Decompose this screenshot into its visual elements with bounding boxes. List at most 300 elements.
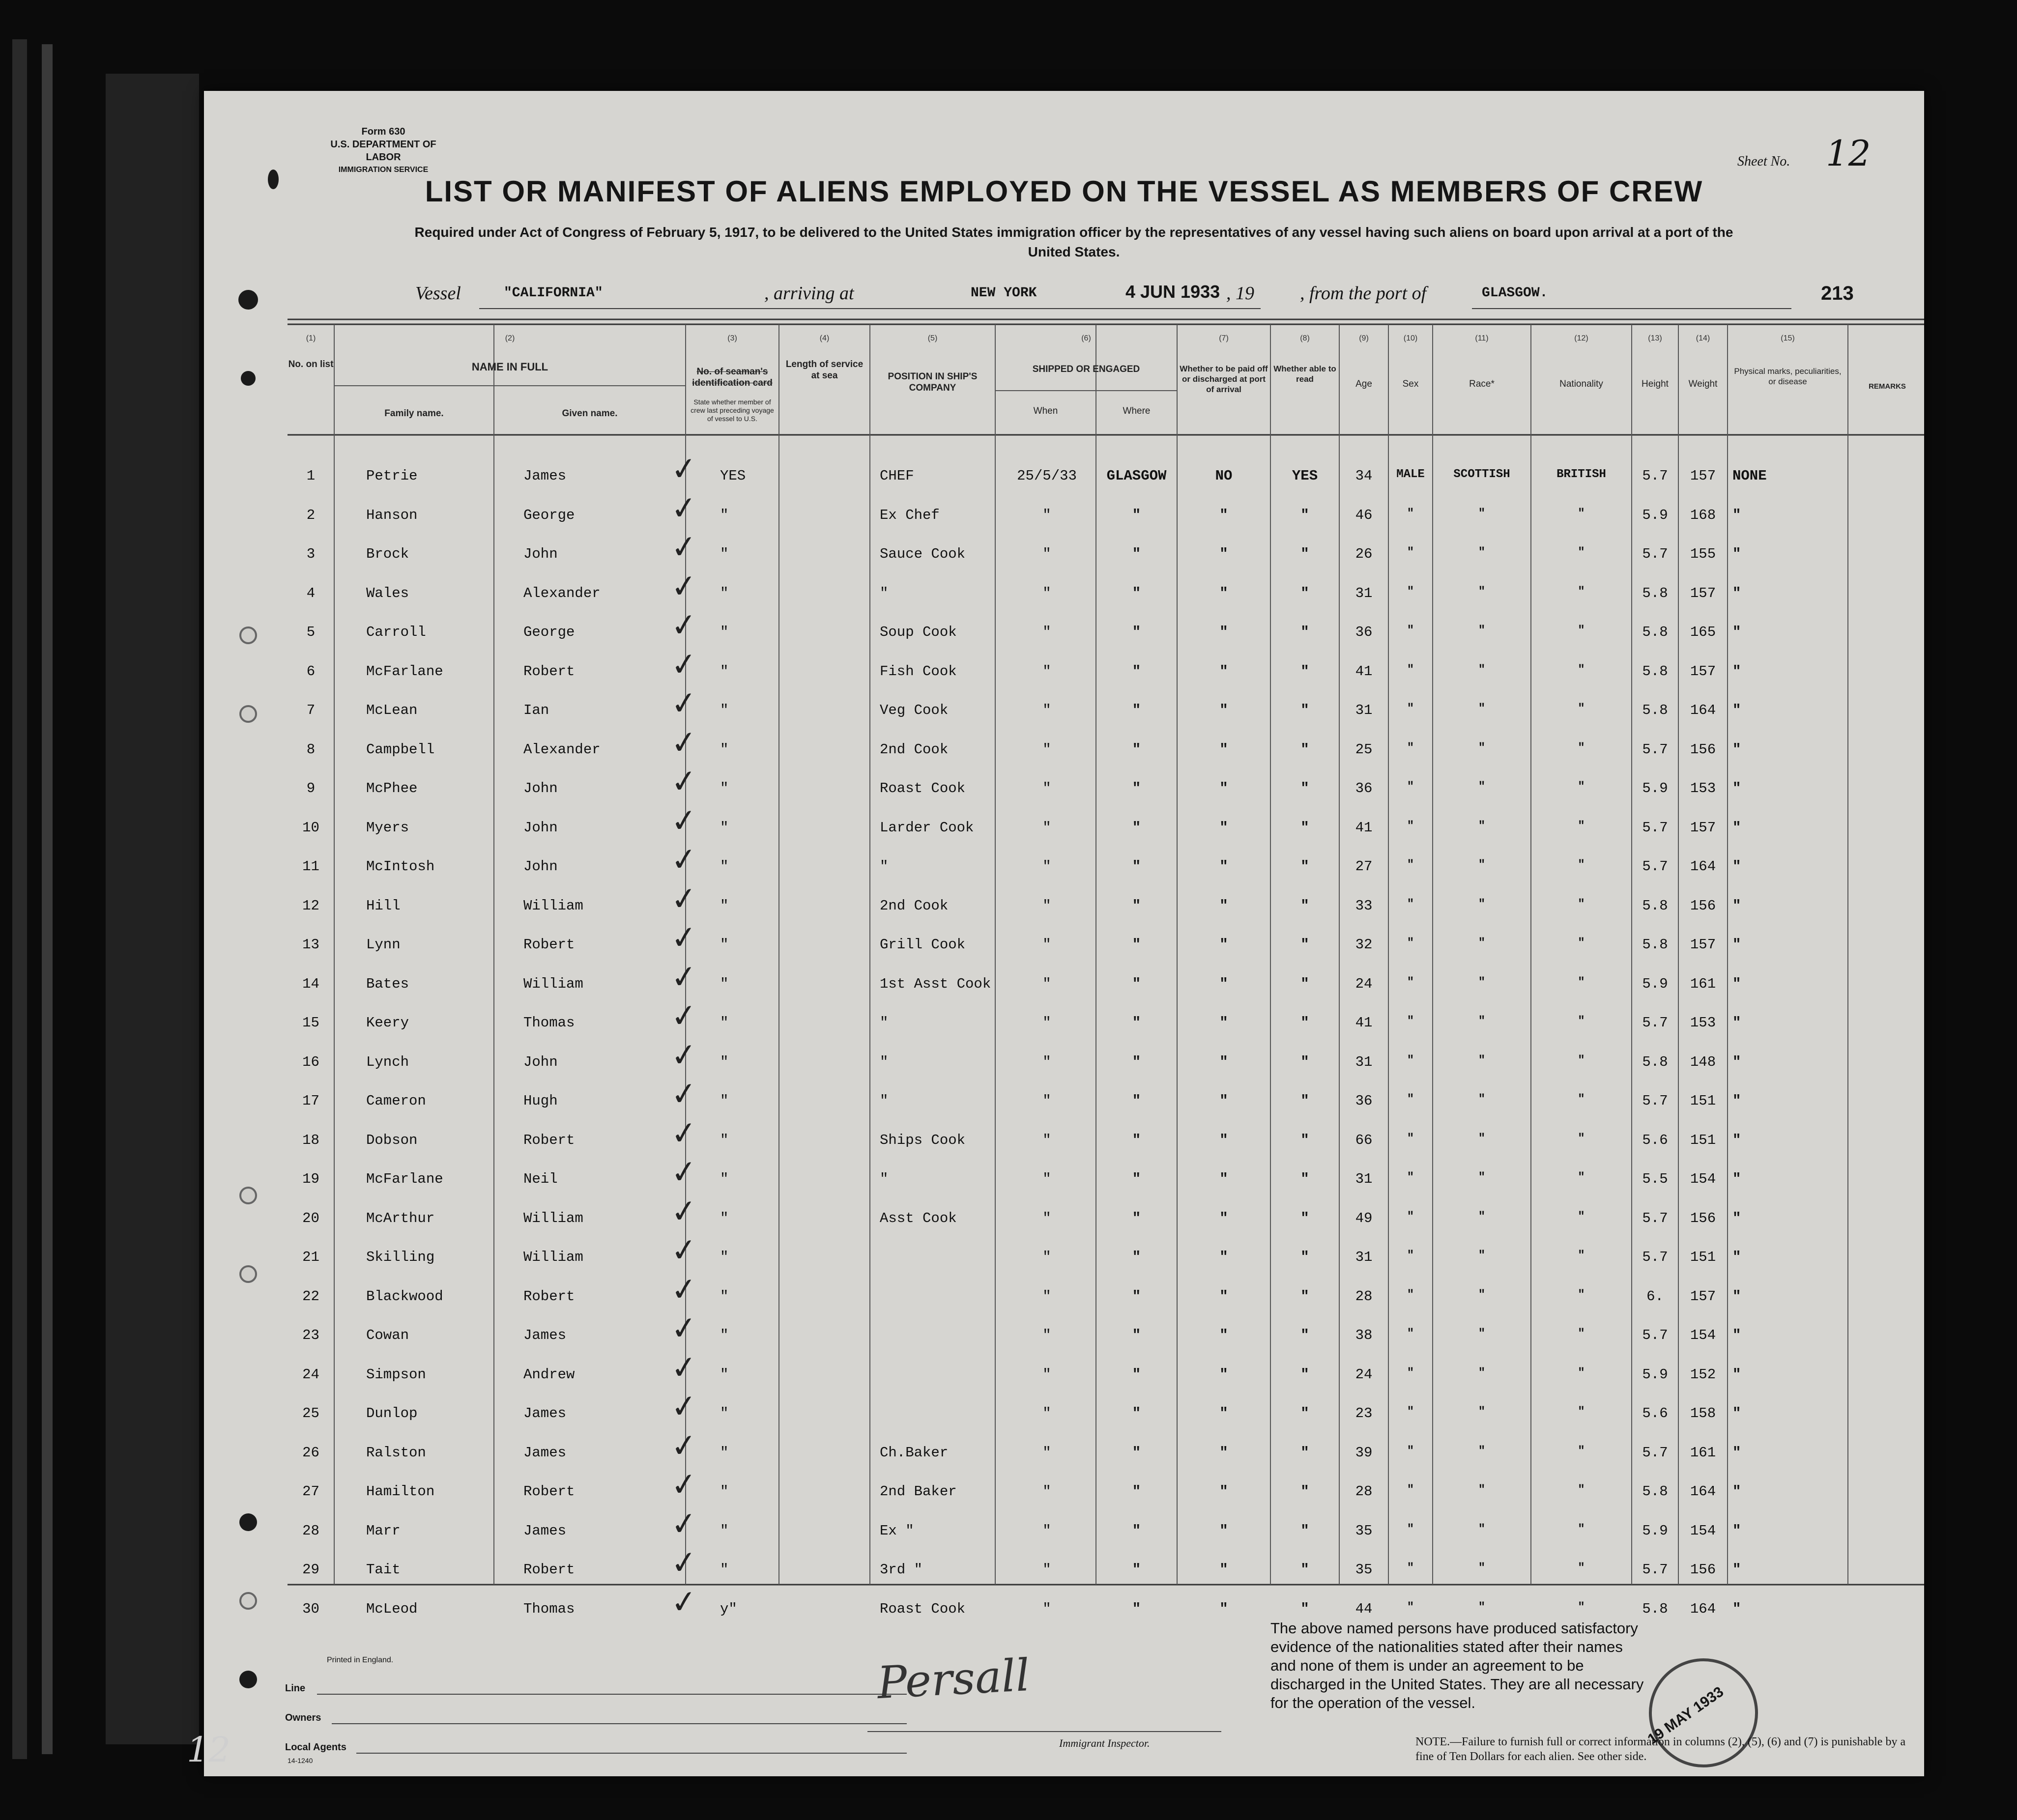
cell-shipped-where: "	[1132, 1483, 1141, 1500]
cell-id-card: "	[720, 1249, 729, 1265]
cell-race: "	[1478, 663, 1486, 677]
nationality-attestation-note: The above named persons have produced satisfactory evidence of the nationalities stated after their names and none of them is under an agreement to be discharged in the United States. They are all necessary for the operation of the vessel.	[1270, 1620, 1644, 1711]
cell-height: 6.	[1646, 1288, 1664, 1305]
cell-physical-marks: "	[1732, 780, 1741, 796]
cell-able-to-read: "	[1300, 1054, 1309, 1070]
cell-nationality: "	[1578, 1562, 1585, 1575]
cell-nationality: "	[1578, 1483, 1585, 1497]
cell-family-name: Myers	[366, 820, 409, 836]
column-number: (4)	[819, 334, 830, 342]
column-number: (6)	[1081, 334, 1091, 342]
cell-family-name: Skilling	[366, 1249, 435, 1265]
cell-given-name: George	[523, 507, 575, 523]
checkmark-icon: ✓	[669, 1309, 699, 1348]
cell-shipped-where: "	[1132, 741, 1141, 758]
checkmark-icon: ✓	[669, 489, 699, 528]
cell-family-name: Dunlop	[366, 1405, 418, 1422]
cell-nationality: "	[1578, 858, 1585, 872]
cell-physical-marks: "	[1732, 507, 1741, 523]
cell-nationality: BRITISH	[1556, 468, 1606, 481]
cell-race: "	[1478, 1210, 1486, 1223]
cell-height: 5.6	[1642, 1132, 1668, 1148]
cell-paid-off: "	[1219, 976, 1228, 992]
cell-given-name: James	[523, 1523, 567, 1539]
cell-physical-marks: "	[1732, 624, 1741, 640]
cell-nationality: "	[1578, 1288, 1585, 1302]
inspector-label: Immigrant Inspector.	[1059, 1737, 1150, 1749]
cell-nationality: "	[1578, 937, 1585, 950]
cell-position: Ex "	[880, 1523, 914, 1539]
cell-height: 5.9	[1642, 780, 1668, 796]
cell-weight: 164	[1690, 1483, 1716, 1500]
cell-paid-off: "	[1219, 780, 1228, 796]
cell-shipped-where: "	[1132, 1366, 1141, 1383]
cell-shipped-when: "	[1042, 741, 1051, 758]
cell-able-to-read: "	[1300, 937, 1309, 953]
cell-race: "	[1478, 937, 1486, 950]
inspector-signature: Persall	[876, 1649, 1031, 1709]
arriving-port: NEW YORK	[971, 285, 1037, 301]
cell-age: 33	[1355, 898, 1373, 914]
cell-sex: "	[1407, 1445, 1414, 1458]
cell-height: 5.7	[1642, 546, 1668, 562]
column-number: (2)	[505, 334, 515, 342]
cell-physical-marks: "	[1732, 1483, 1741, 1500]
printed-in-england: Printed in England.	[327, 1656, 394, 1664]
cell-row-number: 10	[302, 820, 319, 836]
cell-shipped-when: "	[1042, 976, 1051, 992]
cell-given-name: George	[523, 624, 575, 640]
cell-height: 5.9	[1642, 507, 1668, 523]
cell-shipped-when: "	[1042, 546, 1051, 562]
cell-height: 5.5	[1642, 1171, 1668, 1187]
cell-physical-marks: "	[1732, 1015, 1741, 1031]
cell-row-number: 23	[302, 1327, 319, 1343]
cell-row-number: 12	[302, 898, 319, 914]
cell-given-name: James	[523, 1405, 567, 1422]
cell-row-number: 29	[302, 1562, 319, 1578]
cell-shipped-when: "	[1042, 585, 1051, 601]
cell-weight: 151	[1690, 1132, 1716, 1148]
cell-age: 41	[1355, 663, 1373, 680]
cell-nationality: "	[1578, 1327, 1585, 1340]
cell-weight: 151	[1690, 1249, 1716, 1265]
cell-weight: 154	[1690, 1523, 1716, 1539]
cell-age: 41	[1355, 820, 1373, 836]
cell-sex: "	[1407, 663, 1414, 677]
cell-age: 36	[1355, 624, 1373, 640]
cell-id-card: "	[720, 1366, 729, 1383]
cell-family-name: Blackwood	[366, 1288, 443, 1305]
cell-race: "	[1478, 1171, 1486, 1184]
header-able-to-read: Whether able to read	[1273, 364, 1336, 384]
cell-race: "	[1478, 1015, 1486, 1028]
cell-row-number: 24	[302, 1366, 319, 1383]
column-number: (12)	[1574, 334, 1588, 342]
checkmark-icon: ✓	[669, 801, 699, 841]
cell-paid-off: "	[1219, 1601, 1228, 1617]
cell-able-to-read: "	[1300, 546, 1309, 562]
checkmark-icon: ✓	[669, 1387, 699, 1426]
cell-weight: 157	[1690, 468, 1716, 484]
cell-id-card: "	[720, 507, 729, 523]
cell-physical-marks: "	[1732, 1093, 1741, 1109]
cell-shipped-when: "	[1042, 1601, 1051, 1617]
cell-id-card: "	[720, 702, 729, 718]
cell-given-name: John	[523, 820, 558, 836]
cell-height: 5.8	[1642, 663, 1668, 680]
cell-shipped-when: "	[1042, 1132, 1051, 1148]
cell-paid-off: "	[1219, 1171, 1228, 1187]
cell-sex: "	[1407, 858, 1414, 872]
cell-weight: 157	[1690, 937, 1716, 953]
cell-physical-marks: "	[1732, 1288, 1741, 1305]
header-shipped-or-engaged: SHIPPED OR ENGAGED	[1032, 364, 1140, 374]
cell-shipped-where: GLASGOW	[1106, 468, 1167, 484]
cell-given-name: James	[523, 1327, 567, 1343]
cell-shipped-where: "	[1132, 702, 1141, 718]
cell-age: 26	[1355, 546, 1373, 562]
cell-shipped-when: "	[1042, 898, 1051, 914]
column-number: (10)	[1403, 334, 1418, 342]
cell-nationality: "	[1578, 1601, 1585, 1614]
cell-paid-off: "	[1219, 663, 1228, 680]
cell-able-to-read: "	[1300, 898, 1309, 914]
cell-id-card: "	[720, 1405, 729, 1422]
cell-sex: "	[1407, 1249, 1414, 1262]
cell-height: 5.8	[1642, 1483, 1668, 1500]
cell-id-card: "	[720, 858, 729, 875]
cell-id-card: "	[720, 820, 729, 836]
cell-id-card: "	[720, 898, 729, 914]
cell-row-number: 26	[302, 1445, 319, 1461]
cell-shipped-when: "	[1042, 1093, 1051, 1109]
cell-able-to-read: "	[1300, 1445, 1309, 1461]
cell-row-number: 3	[306, 546, 316, 562]
cell-able-to-read: "	[1300, 1093, 1309, 1109]
checkmark-icon: ✓	[669, 1505, 699, 1544]
cell-weight: 164	[1690, 702, 1716, 718]
cell-able-to-read: "	[1300, 780, 1309, 796]
cell-id-card: "	[720, 1132, 729, 1148]
cell-given-name: Ian	[523, 702, 549, 718]
cell-shipped-when: "	[1042, 624, 1051, 640]
cell-physical-marks: "	[1732, 663, 1741, 680]
cell-position: "	[880, 1015, 889, 1031]
cell-family-name: Cameron	[366, 1093, 426, 1109]
cell-id-card: "	[720, 624, 729, 640]
cell-weight: 156	[1690, 741, 1716, 758]
cell-race: "	[1478, 585, 1486, 598]
cell-weight: 157	[1690, 1288, 1716, 1305]
cell-physical-marks: "	[1732, 1132, 1741, 1148]
column-number: (13)	[1648, 334, 1662, 342]
cell-able-to-read: "	[1300, 1327, 1309, 1343]
cell-nationality: "	[1578, 741, 1585, 755]
cell-able-to-read: "	[1300, 1288, 1309, 1305]
cell-nationality: "	[1578, 1210, 1585, 1223]
cell-weight: 165	[1690, 624, 1716, 640]
header-height: Height	[1642, 379, 1669, 389]
cell-family-name: Dobson	[366, 1132, 418, 1148]
checkmark-icon: ✓	[669, 1348, 699, 1388]
cell-given-name: James	[523, 1445, 567, 1461]
cell-id-card: "	[720, 585, 729, 601]
cell-physical-marks: "	[1732, 1054, 1741, 1070]
cell-row-number: 19	[302, 1171, 319, 1187]
cell-age: 24	[1355, 1366, 1373, 1383]
cell-shipped-where: "	[1132, 1015, 1141, 1031]
cell-race: "	[1478, 1445, 1486, 1458]
cell-physical-marks: "	[1732, 1445, 1741, 1461]
cell-row-number: 14	[302, 976, 319, 992]
cell-race: "	[1478, 1483, 1486, 1497]
cell-age: 35	[1355, 1562, 1373, 1578]
cell-paid-off: "	[1219, 1523, 1228, 1539]
cell-row-number: 1	[306, 468, 316, 484]
cell-id-card: "	[720, 741, 729, 758]
checkmark-icon: ✓	[669, 958, 699, 997]
cell-shipped-where: "	[1132, 624, 1141, 640]
cell-family-name: Hill	[366, 898, 401, 914]
checkmark-icon: ✓	[669, 1114, 699, 1153]
checkmark-icon: ✓	[669, 567, 699, 606]
cell-height: 5.7	[1642, 468, 1668, 484]
cell-nationality: "	[1578, 1093, 1585, 1106]
cell-weight: 158	[1690, 1405, 1716, 1422]
cell-paid-off: "	[1219, 1093, 1228, 1109]
header-age: Age	[1355, 379, 1372, 389]
cell-given-name: Robert	[523, 937, 575, 953]
local-agents-label: Local Agents	[285, 1742, 346, 1753]
cell-shipped-when: "	[1042, 1288, 1051, 1305]
cell-family-name: McFarlane	[366, 663, 443, 680]
cell-height: 5.7	[1642, 1249, 1668, 1265]
column-number: (5)	[927, 334, 938, 342]
cell-height: 5.6	[1642, 1405, 1668, 1422]
cell-family-name: McLean	[366, 702, 418, 718]
header-id-card: No. of seaman's identification card	[692, 367, 773, 388]
cell-weight: 164	[1690, 1601, 1716, 1617]
cell-age: 46	[1355, 507, 1373, 523]
checkmark-icon: ✓	[669, 1270, 699, 1309]
cell-nationality: "	[1578, 507, 1585, 520]
cell-physical-marks: NONE	[1732, 468, 1767, 484]
from-port: GLASGOW.	[1482, 285, 1548, 301]
cell-row-number: 4	[306, 585, 316, 601]
cell-shipped-where: "	[1132, 1327, 1141, 1343]
cell-age: 28	[1355, 1288, 1373, 1305]
header-name-in-full: NAME IN FULL	[471, 361, 548, 373]
cell-shipped-when: "	[1042, 1366, 1051, 1383]
header-sex: Sex	[1402, 379, 1419, 389]
cell-race: "	[1478, 1054, 1486, 1067]
header-family-name: Family name.	[384, 408, 444, 419]
cell-nationality: "	[1578, 976, 1585, 989]
cell-paid-off: "	[1219, 1327, 1228, 1343]
cell-shipped-when: "	[1042, 1015, 1051, 1031]
cell-paid-off: "	[1219, 1249, 1228, 1265]
cell-row-number: 8	[306, 741, 316, 758]
cell-age: 25	[1355, 741, 1373, 758]
cell-height: 5.7	[1642, 1093, 1668, 1109]
cell-physical-marks: "	[1732, 858, 1741, 875]
cell-age: 31	[1355, 1054, 1373, 1070]
cell-id-card: "	[720, 1093, 729, 1109]
cell-race: "	[1478, 858, 1486, 872]
cell-weight: 157	[1690, 585, 1716, 601]
cell-given-name: Alexander	[523, 741, 601, 758]
cell-weight: 148	[1690, 1054, 1716, 1070]
cell-sex: "	[1407, 1054, 1414, 1067]
cell-given-name: William	[523, 1249, 583, 1265]
cell-row-number: 11	[302, 858, 319, 875]
cell-sex: "	[1407, 585, 1414, 598]
cell-physical-marks: "	[1732, 1601, 1741, 1617]
cell-able-to-read: "	[1300, 1562, 1309, 1578]
header-length-of-service: Length of service at sea	[785, 359, 864, 381]
vessel-name: "CALIFORNIA"	[504, 285, 603, 301]
cell-given-name: James	[523, 468, 567, 484]
cell-age: 35	[1355, 1523, 1373, 1539]
cell-physical-marks: "	[1732, 1249, 1741, 1265]
cell-weight: 161	[1690, 1445, 1716, 1461]
checkmark-icon: ✓	[669, 918, 699, 958]
cell-shipped-where: "	[1132, 1054, 1141, 1070]
cell-family-name: Lynch	[366, 1054, 409, 1070]
binding-strip	[106, 74, 199, 1744]
cell-position: 2nd Cook	[880, 741, 949, 758]
cell-able-to-read: "	[1300, 624, 1309, 640]
service: IMMIGRATION SERVICE	[338, 166, 429, 174]
cell-row-number: 22	[302, 1288, 319, 1305]
cell-shipped-where: "	[1132, 1249, 1141, 1265]
header-given-name: Given name.	[562, 408, 618, 419]
cell-physical-marks: "	[1732, 702, 1741, 718]
cell-family-name: Carroll	[366, 624, 426, 640]
cell-shipped-when: "	[1042, 1210, 1051, 1226]
checkmark-icon: ✓	[669, 1465, 699, 1505]
cell-paid-off: "	[1219, 1562, 1228, 1578]
cell-able-to-read: "	[1300, 702, 1309, 718]
cell-id-card: "	[720, 1483, 729, 1500]
cell-age: 41	[1355, 1015, 1373, 1031]
cell-paid-off: "	[1219, 1015, 1228, 1031]
cell-able-to-read: YES	[1292, 468, 1318, 484]
cell-age: 44	[1355, 1601, 1373, 1617]
cell-nationality: "	[1578, 585, 1585, 598]
cell-position: Ex Chef	[880, 507, 940, 523]
binding-strip	[42, 44, 53, 1754]
cell-family-name: Hanson	[366, 507, 418, 523]
cell-shipped-when: "	[1042, 663, 1051, 680]
cell-given-name: Andrew	[523, 1366, 575, 1383]
cell-given-name: Hugh	[523, 1093, 558, 1109]
cell-able-to-read: "	[1300, 1483, 1309, 1500]
cell-sex: "	[1407, 1015, 1414, 1028]
cell-race: "	[1478, 1601, 1486, 1614]
cell-shipped-when: "	[1042, 780, 1051, 796]
column-number: (7)	[1219, 334, 1229, 342]
cell-position: 3rd "	[880, 1562, 923, 1578]
cell-shipped-when: "	[1042, 820, 1051, 836]
checkmark-icon: ✓	[669, 1426, 699, 1466]
cell-race: "	[1478, 507, 1486, 520]
arriving-label: , arriving at	[764, 283, 854, 304]
cell-sex: "	[1407, 1483, 1414, 1497]
cell-race: "	[1478, 1249, 1486, 1262]
cell-weight: 161	[1690, 976, 1716, 992]
cell-able-to-read: "	[1300, 976, 1309, 992]
cell-nationality: "	[1578, 1405, 1585, 1419]
cell-shipped-where: "	[1132, 1288, 1141, 1305]
cell-row-number: 17	[302, 1093, 319, 1109]
cell-race: "	[1478, 1093, 1486, 1106]
cell-able-to-read: "	[1300, 1210, 1309, 1226]
cell-nationality: "	[1578, 1054, 1585, 1067]
cell-age: 31	[1355, 1171, 1373, 1187]
cell-shipped-where: "	[1132, 858, 1141, 875]
cell-race: "	[1478, 702, 1486, 715]
cell-paid-off: "	[1219, 702, 1228, 718]
column-number: (15)	[1781, 334, 1795, 342]
cell-weight: 153	[1690, 1015, 1716, 1031]
cell-shipped-where: "	[1132, 1171, 1141, 1187]
cell-shipped-where: "	[1132, 1132, 1141, 1148]
cell-family-name: McFarlane	[366, 1171, 443, 1187]
cell-paid-off: "	[1219, 546, 1228, 562]
cell-position: "	[880, 1093, 889, 1109]
cell-nationality: "	[1578, 780, 1585, 794]
cell-sex: "	[1407, 624, 1414, 637]
cell-height: 5.8	[1642, 585, 1668, 601]
cell-age: 66	[1355, 1132, 1373, 1148]
cell-weight: 156	[1690, 1210, 1716, 1226]
cell-nationality: "	[1578, 624, 1585, 637]
cell-sex: "	[1407, 507, 1414, 520]
cell-shipped-where: "	[1132, 1093, 1141, 1109]
cell-weight: 156	[1690, 898, 1716, 914]
cell-shipped-where: "	[1132, 663, 1141, 680]
cell-nationality: "	[1578, 1015, 1585, 1028]
cell-row-number: 16	[302, 1054, 319, 1070]
cell-physical-marks: "	[1732, 1210, 1741, 1226]
cell-family-name: Wales	[366, 585, 409, 601]
cell-sex: "	[1407, 780, 1414, 794]
cell-age: 39	[1355, 1445, 1373, 1461]
page-subtitle: Required under Act of Congress of February 5, 1917, to be delivered to the United States immigration officer by the representatives of any vessel having such aliens on board upon arrival at a port of the United States.	[414, 225, 1733, 259]
from-port-label: , from the port of	[1300, 283, 1427, 304]
cell-physical-marks: "	[1732, 1523, 1741, 1539]
cell-row-number: 6	[306, 663, 316, 680]
cell-nationality: "	[1578, 1171, 1585, 1184]
cell-shipped-when: "	[1042, 702, 1051, 718]
header-position: POSITION IN SHIP'S COMPANY	[888, 371, 978, 393]
cell-position: Ch.Baker	[880, 1445, 949, 1461]
cell-position: CHEF	[880, 468, 914, 484]
cell-age: 49	[1355, 1210, 1373, 1226]
cell-shipped-when: "	[1042, 1483, 1051, 1500]
cell-age: 31	[1355, 585, 1373, 601]
cell-able-to-read: "	[1300, 1601, 1309, 1617]
header-remarks: REMARKS	[1869, 382, 1906, 391]
cell-paid-off: "	[1219, 820, 1228, 836]
cell-sex: "	[1407, 1601, 1414, 1614]
cell-id-card: "	[720, 780, 729, 796]
cell-row-number: 7	[306, 702, 316, 718]
cell-position: 2nd Cook	[880, 898, 949, 914]
cell-id-card: "	[720, 1523, 729, 1539]
